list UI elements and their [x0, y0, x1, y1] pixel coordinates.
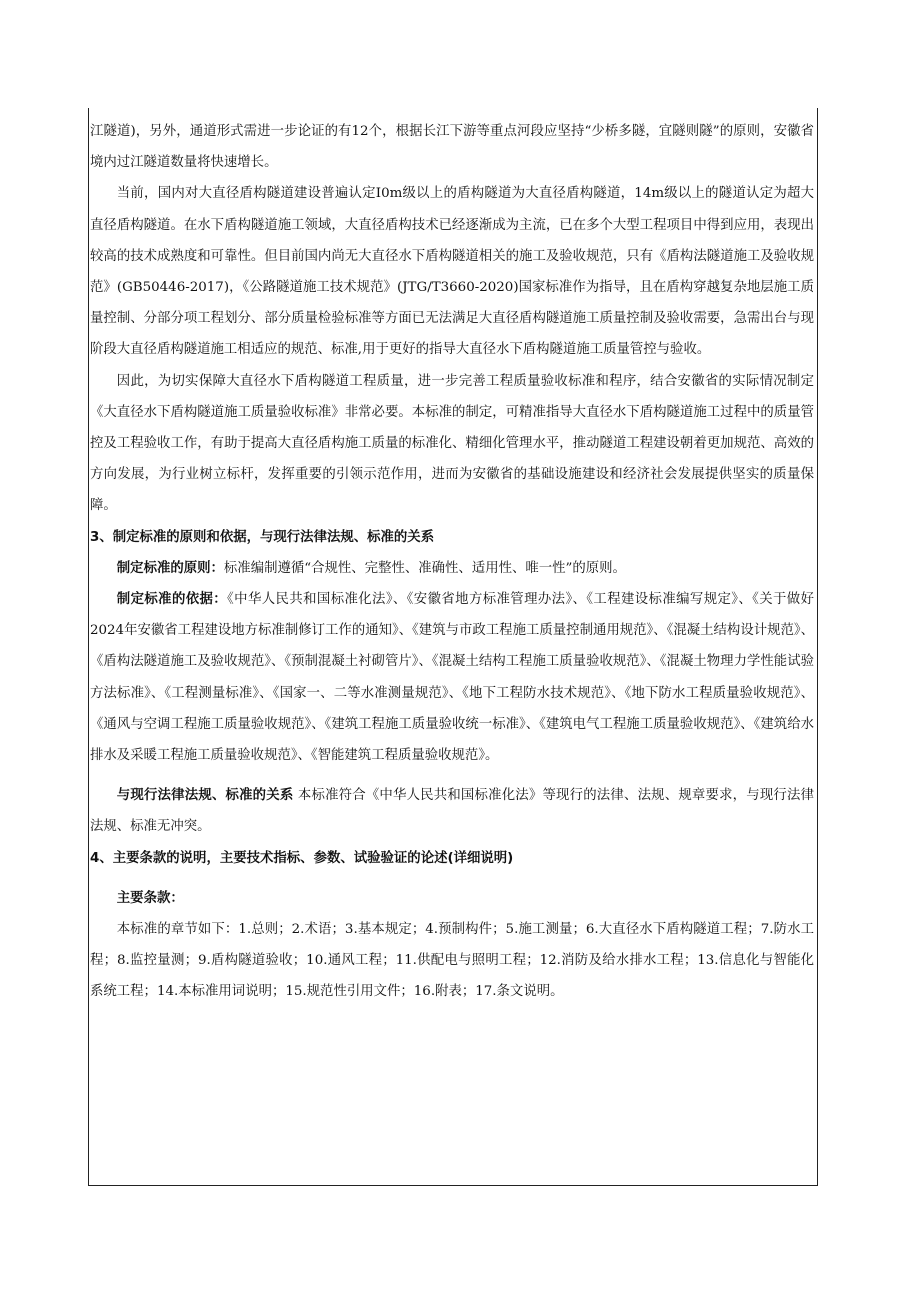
paragraph-3: 因此，为切实保障大直径水下盾构隧道工程质量，进一步完善工程质量验收标准和程序，结合安徽省的实际情况制定《大直径水下盾构隧道施工质量验收标准》非常必要。本标准的制定，可精准指导大直径水下盾构隧道施工过程中的质量管控及工程验收工作，有助于提高大直径盾构施工质量的标准化、精细化管理水平，推动隧道工程建设朝着更加规范、高效的方向发展，为行业树立标杆，发挥重要的引领示范作用，进而为安徽省的基础设施建设和经济社会发展提供坚实的质量保障。: [90, 373, 814, 514]
relation-paragraph: [90, 780, 814, 842]
clauses-paragraph: 本标准的章节如下：1.总则；2.术语；3.基本规定；4.预制构件；5.施工测量；6.大直径水下盾构隧道工程；7.防水工程；8.监控量测；9.盾构隧道验收；10.通风工程；11.供配电与照明工程；12.消防及给水排水工程；13.信息化与智能化系统工程；14.本标准用词说明；15.规范性引用文件；16.附表；17.条文说明。: [90, 922, 814, 1000]
principle-lead: 制定标准的原则：: [116, 560, 224, 576]
clauses-lead-paragraph: [90, 883, 814, 914]
clauses-lead: 主要条款：: [116, 890, 184, 906]
basis-text: 《中华人民共和国标准化法》、《安徽省地方标准管理办法》、《工程建设标准编写规定》、《关于做好2024年安徽省工程建设地方标准制修订工作的通知》、《建筑与市政工程施工质量控制通用规范》、《混凝土结构设计规范》、《盾构法隧道施工及验收规范》、《预制混凝土衬砌管片》、《混凝土结构工程施工质量验收规范》、《混凝土物理力学性能试验方法标准》、《工程测量标准》、《国家一、二等水准测量规范》、《地下工程防水技术规范》、《地下防水工程质量验收规范》、《通风与空调工程施工质量验收规范》、《建筑工程施工质量验收统一标准》、《建筑电气工程施工质量验收规范》、《建筑给水排水及采暖工程施工质量验收规范》、《智能建筑工程质量验收规范》。: [90, 592, 814, 764]
principle-text: 标准编制遵循“合规性、完整性、准确性、适用性、唯一性”的原则。: [223, 560, 626, 576]
paragraph-1: 江隧道)，另外，通道形式需进一步论证的有12个，根据长江下游等重点河段应坚持“少桥多隧，宜隧则隧”的原则，安徽省境内过江隧道数量将快速增长。: [90, 124, 814, 171]
relation-lead: 与现行法律法规、标准的关系: [116, 788, 294, 804]
principle-paragraph: [90, 553, 814, 584]
basis-paragraph: [90, 584, 814, 771]
basis-lead: 制定标准的依据：: [116, 592, 228, 608]
document-body: [90, 116, 814, 1008]
section-heading-3: 3、制定标准的原则和依据，与现行法律法规、标准的关系: [90, 529, 435, 545]
relation-text: 本标准符合《中华人民共和国标准化法》等现行的法律、法规、规章要求，与现行法律法规、标准无冲突。: [90, 788, 814, 835]
paragraph-2: 当前，国内对大直径盾构隧道建设普遍认定I0m级以上的盾构隧道为大直径盾构隧道，14m级以上的隧道认定为超大直径盾构隧道。在水下盾构隧道施工领域，大直径盾构技术已经逐渐成为主流，已在多个大型工程项目中得到应用，表现出较高的技术成熟度和可靠性。但目前国内尚无大直径水下盾构隧道相关的施工及验收规范，只有《盾构法隧道施工及验收规范》(GB50446-2017)，《公路隧道施工技术规范》(JTG/T3660-2020)国家标准作为指导，且在盾构穿越复杂地层施工质量控制、分部分项工程划分、部分质量检验标准等方面已无法满足大直径盾构隧道施工质量控制及验收需要，急需出台与现阶段大直径盾构隧道施工相适应的规范、标准,用于更好的指导大直径水下盾构隧道施工质量管控与验收。: [90, 186, 814, 358]
section-heading-4: 4、主要条款的说明，主要技术指标、参数、试验验证的论述(详细说明): [90, 850, 514, 866]
